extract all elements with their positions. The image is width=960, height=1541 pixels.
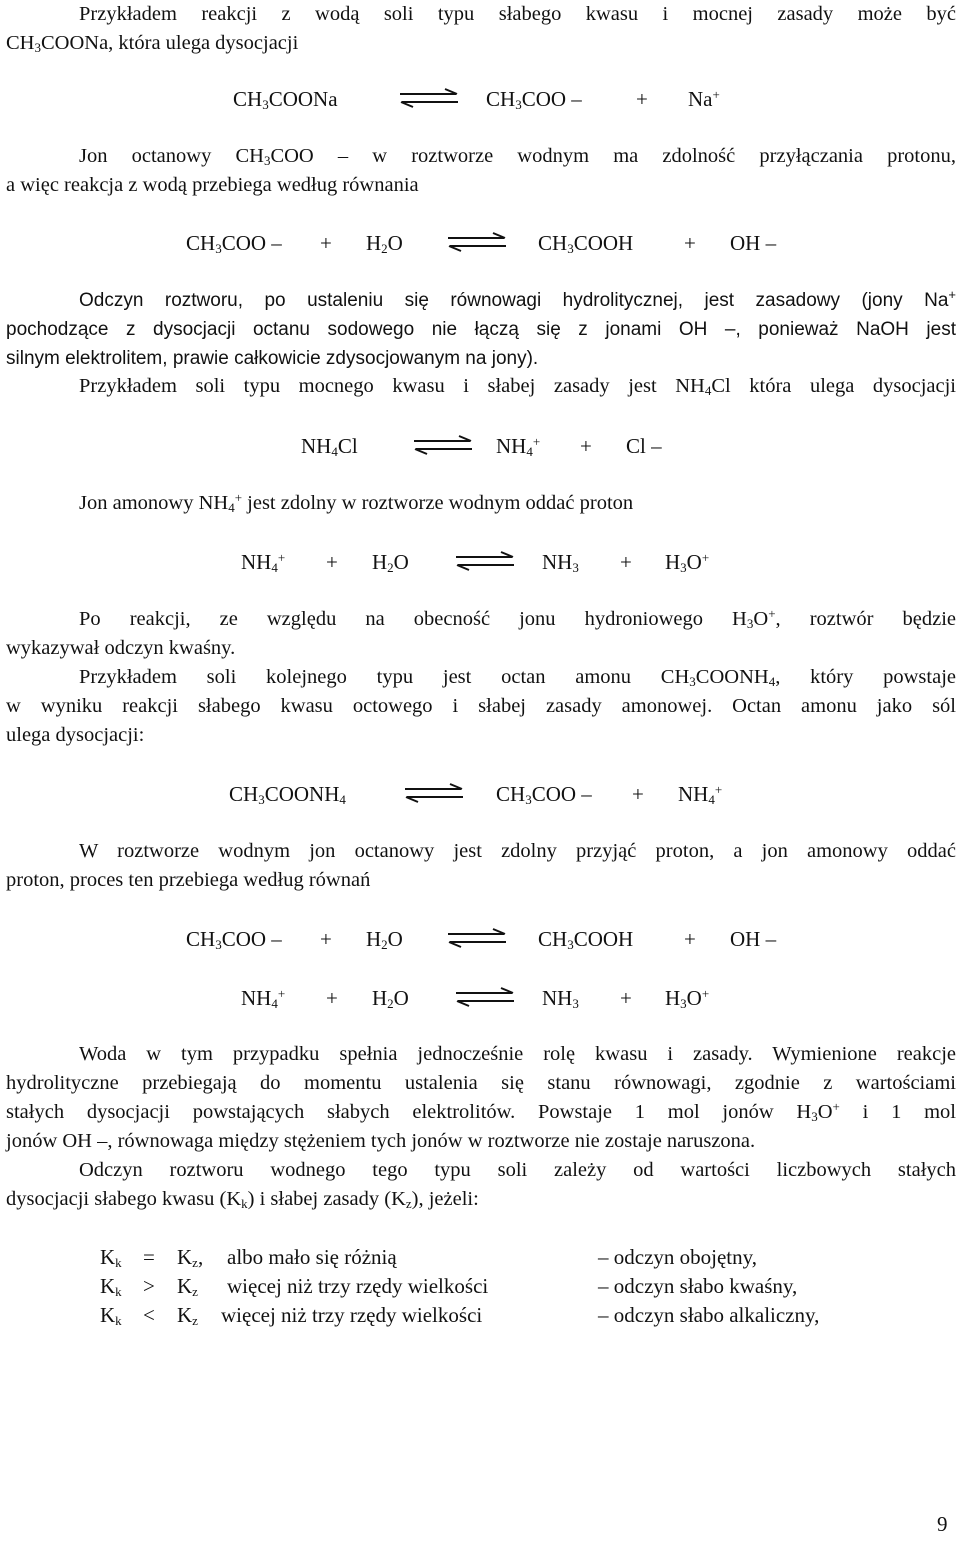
condition-operator: > — [143, 1274, 155, 1298]
eq-term: $H_3O^+$ — [665, 986, 710, 1011]
condition-k2: $K_z$, — [177, 1245, 204, 1270]
equilibrium-arrow-icon — [412, 435, 474, 455]
equation-ammonium-proton — [0, 547, 960, 577]
eq-plus: + — [580, 434, 592, 458]
paragraph-line: w wyniku reakcji słabego kwasu octowego i słabej zasady amonowej. Octan amonu jako sól — [6, 695, 956, 717]
eq-plus: + — [684, 927, 696, 951]
eq-term: $H_2O$ — [366, 231, 403, 256]
paragraph-line: jonów OH –, równowaga między stężeniem tych jonów w roztworze nie zostaje naruszona. — [6, 1130, 756, 1152]
eq-term: $H_2O$ — [366, 927, 403, 952]
paragraph-line: Po reakcji, ze względu na obecność jonu hydroniowego $H_3O^+$, roztwór będzie — [79, 606, 956, 631]
condition-description: więcej niż trzy rzędy wielkości — [221, 1303, 483, 1327]
eq-term: $NH_3$ — [542, 986, 579, 1011]
eq-term: OH – — [730, 231, 777, 255]
equation-ammonium-proton-2 — [0, 983, 960, 1013]
eq-term: $H_2O$ — [372, 550, 409, 575]
equilibrium-arrow-icon — [403, 783, 465, 803]
paragraph-line: wykazywał odczyn kwaśny. — [6, 637, 236, 659]
equation-dissociation-ammonium-acetate — [0, 779, 960, 809]
condition-row — [100, 1243, 920, 1272]
condition-operator: < — [143, 1303, 155, 1327]
eq-plus: + — [636, 87, 648, 111]
eq-term: $NH_3$ — [542, 550, 579, 575]
equation-hydrolysis-acetate-2 — [0, 924, 960, 954]
eq-plus: + — [320, 927, 332, 951]
eq-plus: + — [684, 231, 696, 255]
condition-result: – odczyn słabo kwaśny, — [598, 1274, 798, 1298]
condition-k1: $K_k$ — [100, 1303, 122, 1328]
paragraph-line: pochodzące z dysocjacji octanu sodowego nie łączą się z jonami OH –, ponieważ NaOH jest — [6, 319, 956, 340]
eq-term: $CH_3COO$ – — [496, 782, 592, 807]
condition-row — [100, 1301, 920, 1330]
equilibrium-arrow-icon — [446, 928, 508, 948]
eq-term: $CH_3COOH$ — [538, 927, 634, 952]
paragraph-line: dysocjacji słabego kwasu $(K_k)$ i słabej zasady $(K_z)$, jeżeli: — [6, 1188, 479, 1211]
eq-term: $NH_4Cl$ — [301, 434, 358, 459]
paragraph-line: Woda w tym przypadku spełnia jednocześnie rolę kwasu i zasady. Wymienione reakcje — [79, 1043, 956, 1065]
eq-term: Cl – — [626, 434, 662, 458]
paragraph-line: Przykładem reakcji z wodą soli typu słabego kwasu i mocnej zasady może być — [79, 3, 956, 25]
page-number: 9 — [937, 1512, 948, 1536]
eq-plus: + — [620, 550, 632, 574]
paragraph-line: ulega dysocjacji: — [6, 724, 145, 746]
eq-plus: + — [632, 782, 644, 806]
eq-term: $NH_4^+$ — [241, 550, 286, 575]
eq-term: $NH_4^+$ — [241, 986, 286, 1011]
paragraph-line: Odczyn roztworu wodnego tego typu soli zależy od wartości liczbowych stałych — [79, 1159, 956, 1181]
condition-k1: $K_k$ — [100, 1274, 122, 1299]
equation-dissociation-nh4cl — [0, 431, 960, 461]
eq-plus: + — [320, 231, 332, 255]
eq-term: Na+ — [688, 87, 720, 111]
equation-hydrolysis-acetate — [0, 228, 960, 258]
eq-term: $H_2O$ — [372, 986, 409, 1011]
paragraph-line: stałych dysocjacji powstających słabych elektrolitów. Powstaje 1 mol jonów $H_3O^+$ i 1 mol — [6, 1099, 956, 1124]
eq-term: $CH_3COONH_4$ — [229, 782, 346, 807]
paragraph-line: W roztworze wodnym jon octanowy jest zdolny przyjąć proton, a jon amonowy oddać — [79, 840, 956, 862]
eq-term: $CH_3COO$ – — [186, 231, 282, 256]
eq-plus: + — [620, 986, 632, 1010]
condition-operator: = — [143, 1245, 155, 1269]
eq-plus: + — [326, 550, 338, 574]
eq-plus: + — [326, 986, 338, 1010]
eq-term: OH – — [730, 927, 777, 951]
condition-row — [100, 1272, 920, 1301]
equilibrium-arrow-icon — [454, 551, 516, 571]
equilibrium-arrow-icon — [398, 88, 460, 108]
paragraph-line: Jon amonowy $NH_4^+$ jest zdolny w roztworze wodnym oddać proton — [79, 490, 634, 515]
condition-description: albo mało się różnią — [227, 1245, 397, 1269]
eq-term: $NH_4^+$ — [678, 782, 723, 807]
condition-result: – odczyn obojętny, — [598, 1245, 758, 1269]
paragraph-line: Jon octanowy $CH_3COO$ – w roztworze wodnym ma zdolność przyłączania protonu, — [79, 145, 957, 168]
paragraph-line: Przykładem soli kolejnego typu jest octan amonu $CH_3COONH_4$, który powstaje — [79, 666, 956, 689]
eq-term: $NH_4^+$ — [496, 434, 541, 459]
eq-term: $CH_3COO$ – — [186, 927, 282, 952]
condition-description: więcej niż trzy rzędy wielkości — [227, 1274, 489, 1298]
condition-k1: $K_k$ — [100, 1245, 122, 1270]
paragraph-line: proton, proces ten przebiega według równań — [6, 869, 371, 891]
equilibrium-arrow-icon — [454, 987, 516, 1007]
condition-k2: $K_z$ — [177, 1303, 198, 1328]
equation-dissociation-ch3coona — [0, 84, 960, 114]
paragraph-line: Przykładem soli typu mocnego kwasu i słabej zasady jest $NH_4Cl$ która ulega dysocjacji — [79, 375, 956, 398]
eq-term: $CH_3COOH$ — [538, 231, 634, 256]
paragraph-line: silnym elektrolitem, prawie całkowicie zdysocjowanym na jony). — [6, 348, 539, 369]
paragraph-line: a więc reakcja z wodą przebiega według równania — [6, 174, 419, 196]
eq-term: $CH_3COO$ – — [486, 87, 582, 112]
paragraph-line: hydrolityczne przebiegają do momentu ustalenia się stanu równowagi, zgodnie z wartościami — [6, 1072, 956, 1094]
paragraph-line: $CH_3COONa$, która ulega dysocjacji — [6, 32, 299, 55]
condition-k2: $K_z$ — [177, 1274, 198, 1299]
eq-term: $H_3O^+$ — [665, 550, 710, 575]
condition-result: – odczyn słabo alkaliczny, — [598, 1303, 820, 1327]
eq-term: $CH_3COONa$ — [233, 87, 338, 112]
equilibrium-arrow-icon — [446, 232, 508, 252]
paragraph-line: Odczyn roztworu, po ustaleniu się równowagi hydrolitycznej, jest zasadowy (jony Na+ — [79, 287, 956, 311]
